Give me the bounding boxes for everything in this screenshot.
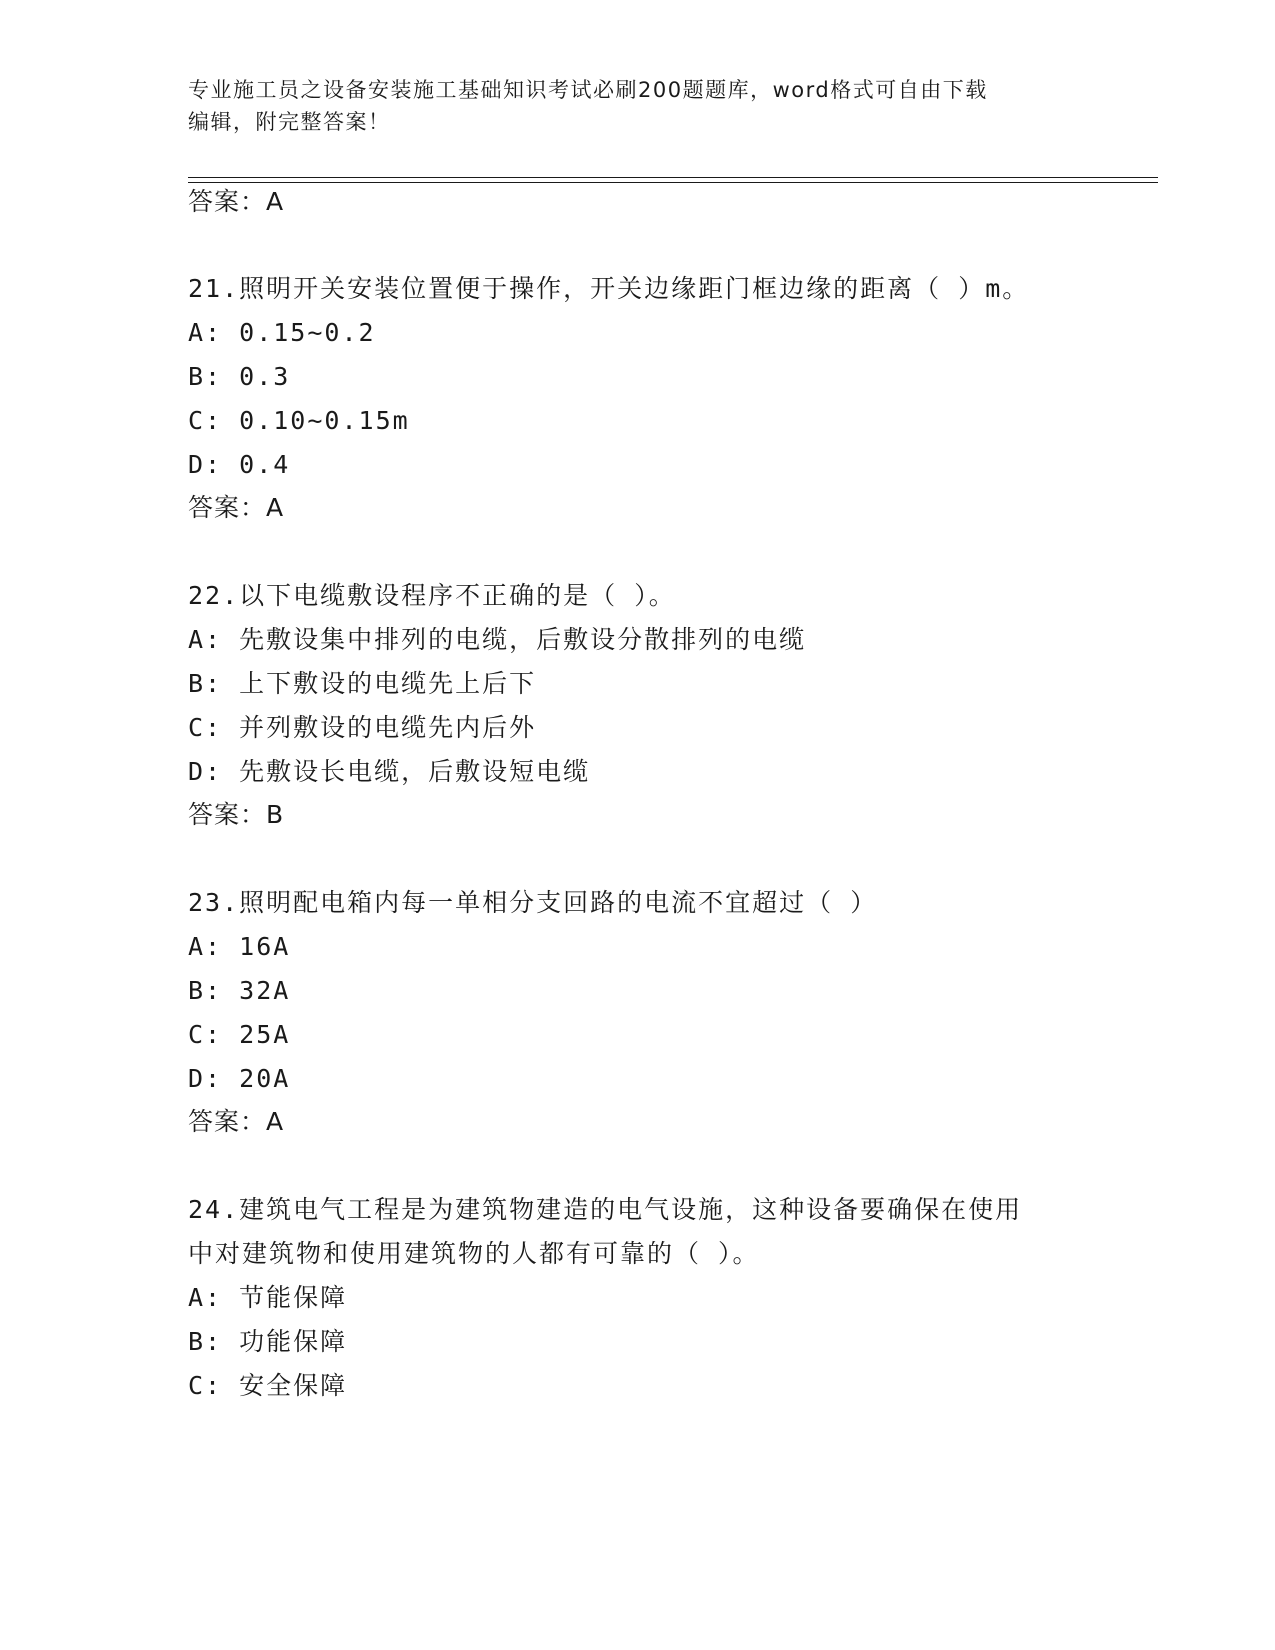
question-stem-continued: 中对建筑物和使用建筑物的人都有可靠的（ ）。 (188, 1239, 760, 1268)
answer-line: 答案：A (188, 187, 285, 216)
option-a: A: 先敷设集中排列的电缆，后敷设分散排列的电缆 (188, 625, 807, 654)
option-b: B: 32A (188, 976, 291, 1005)
option-c: C: 25A (188, 1020, 291, 1049)
question-stem: 22.以下电缆敷设程序不正确的是（ ）。 (188, 581, 676, 610)
option-c: C: 安全保障 (188, 1371, 348, 1400)
option-c: C: 并列敷设的电缆先内后外 (188, 713, 537, 742)
option-d: D: 20A (188, 1064, 291, 1093)
answer-line: 答案：A (188, 493, 285, 522)
header-rule-bottom (188, 182, 1158, 183)
option-b: B: 上下敷设的电缆先上后下 (188, 669, 537, 698)
option-a: A: 16A (188, 932, 291, 961)
answer-line: 答案：B (188, 800, 285, 829)
option-a: A: 节能保障 (188, 1283, 348, 1312)
option-d: D: 先敷设长电缆，后敷设短电缆 (188, 757, 591, 786)
option-c: C: 0.10~0.15m (188, 406, 410, 435)
answer-line: 答案：A (188, 1107, 285, 1136)
question-stem: 24.建筑电气工程是为建筑物建造的电气设施，这种设备要确保在使用 (188, 1195, 1023, 1224)
option-b: B: 0.3 (188, 362, 291, 391)
header-rule-top (188, 177, 1158, 178)
question-stem: 21.照明开关安装位置便于操作，开关边缘距门框边缘的距离（ ）m。 (188, 274, 1030, 303)
option-a: A: 0.15~0.2 (188, 318, 376, 347)
option-b: B: 功能保障 (188, 1327, 348, 1356)
header-line-1: 专业施工员之设备安装施工基础知识考试必刷200题题库，word格式可自由下载 (188, 78, 988, 102)
document-header (188, 74, 1088, 138)
question-stem: 23.照明配电箱内每一单相分支回路的电流不宜超过（ ） (188, 888, 878, 917)
option-d: D: 0.4 (188, 450, 291, 479)
header-line-2: 编辑，附完整答案！ (188, 110, 391, 134)
